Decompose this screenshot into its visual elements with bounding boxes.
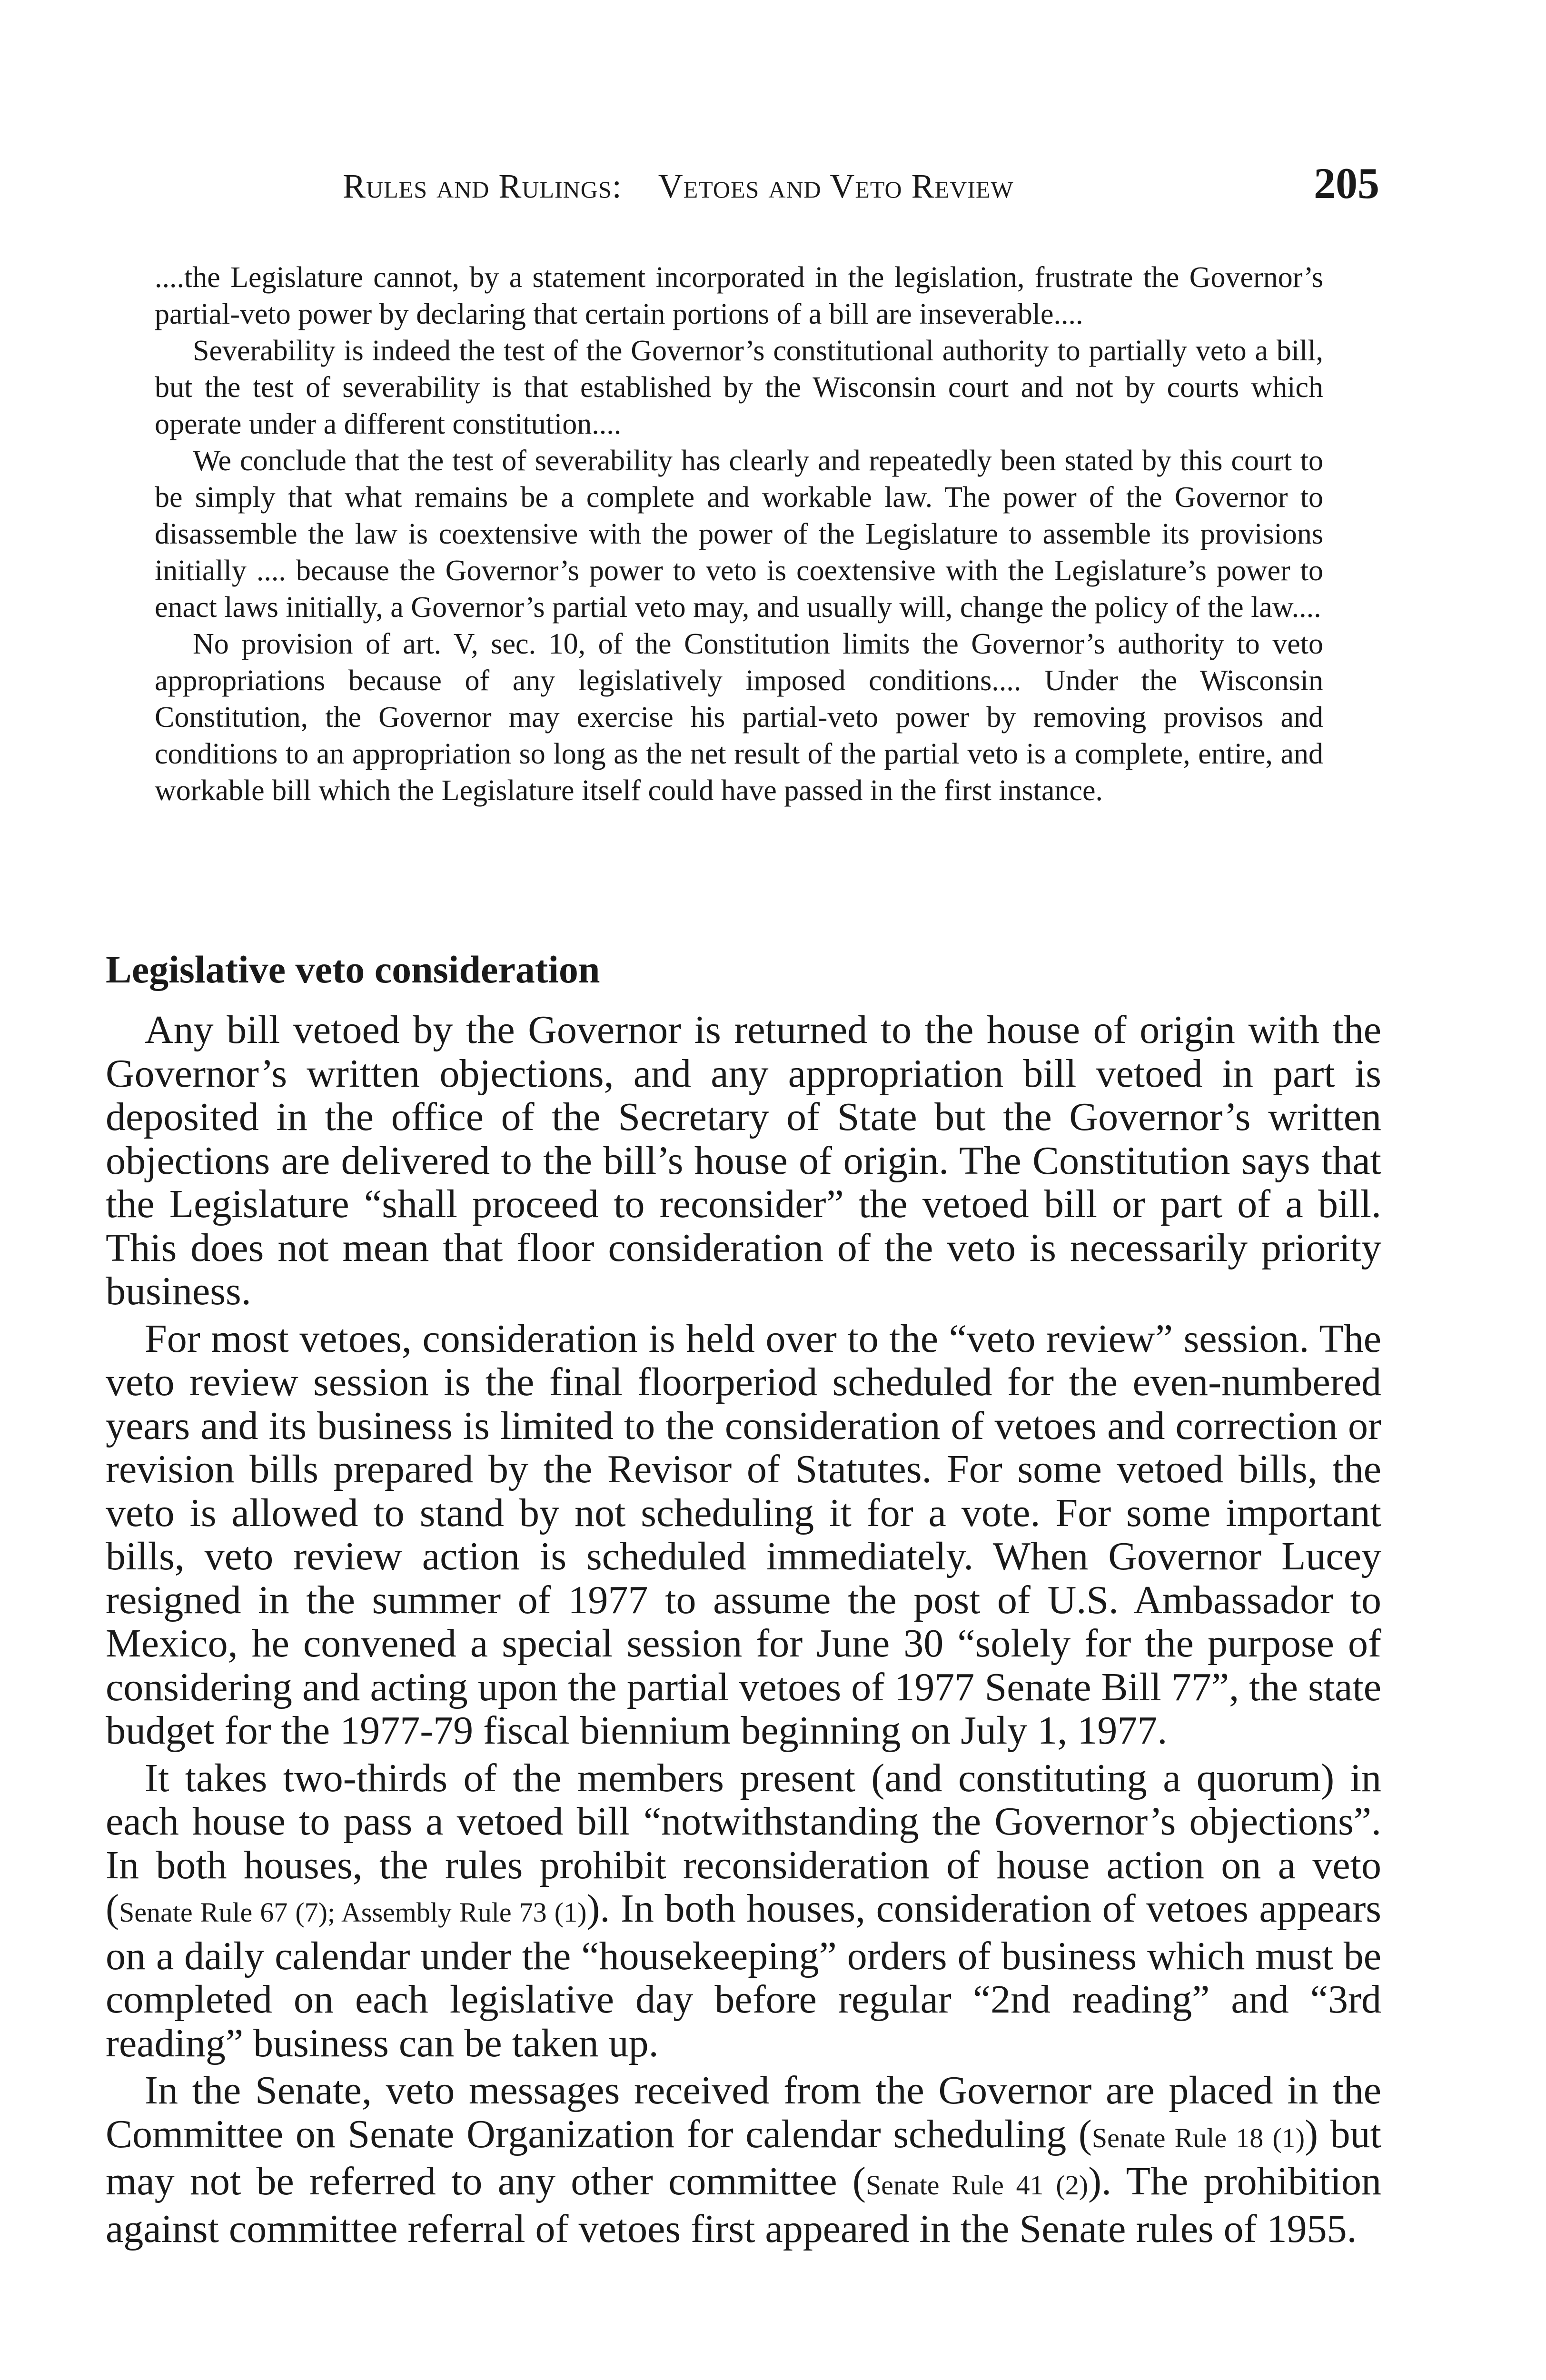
- rule-reference: Senate Rule 18 (1): [1091, 2122, 1305, 2153]
- section-body: [106, 1008, 1381, 2254]
- rule-reference: Senate Rule 41 (2): [865, 2170, 1089, 2201]
- rule-reference: Senate Rule 67 (7); Assembly Rule 73 (1): [119, 1897, 587, 1928]
- body-text-run: In the Senate, veto messages received from the Governor are placed in the Committee on Senate Organization for calendar scheduling (: [106, 2068, 1381, 2156]
- section-heading: Legislative veto consideration: [106, 948, 600, 991]
- page-number: 205: [1314, 159, 1379, 208]
- running-header: [343, 167, 1152, 206]
- body-text-run: It takes two-thirds of the members present (and constituting a quorum) in each house to pass a vetoed bill “notwithstanding the Governor’s objections”. In both houses, the rules prohibit reconsideration of house action on a veto (: [106, 1755, 1381, 1931]
- quote-paragraph: Severability is indeed the test of the Governor’s constitutional authority to partially veto a bill, but the test of severability is that established by the Wisconsin court and not by courts which operate under a different constitution....: [155, 335, 1323, 440]
- quote-paragraph: No provision of art. V, sec. 10, of the Constitution limits the Governor’s authority to veto appropriations because of any legislatively imposed conditions.... Under the Wisconsin Constitution, the Governor may exercise his partial-veto power by removing provisos and conditions to an appropriation so long as the net result of the partial veto is a complete, entire, and workable bill which the Legislature itself could have passed in the first instance.: [155, 628, 1323, 807]
- body-text-run: ). The prohibition against committee referral of vetoes first appeared in the Senate rules of 1955.: [106, 2159, 1381, 2251]
- body-paragraph: [106, 2069, 1381, 2251]
- body-text-run: ) but may not be referred to any other committee (: [106, 2112, 1382, 2203]
- body-text-run: ). In both houses, consideration of vetoes appears on a daily calendar under the “housekeeping” orders of business which must be completed on each legislative day before regular “2nd reading” and “3rd reading” business can be taken up.: [106, 1886, 1381, 2065]
- running-header-part1: Rules and Rulings:: [343, 167, 622, 205]
- quote-paragraph: We conclude that the test of severability has clearly and repeatedly been stated by this court to be simply that what remains be a complete and workable law. The power of the Governor to disassemble the law is coextensive with the power of the Legislature to assemble its provisions initially .... because the Governor’s power to veto is coextensive with the Legislature’s power to enact laws initially, a Governor’s partial veto may, and usually will, change the policy of the law....: [155, 445, 1323, 624]
- running-header-part2: Vetoes and Veto Review: [658, 167, 1014, 205]
- body-paragraph: Any bill vetoed by the Governor is returned to the house of origin with the Governor’s written objections, and any appropriation bill vetoed in part is deposited in the office of the Secretary of State but the Governor’s written objections are delivered to the bill’s house of origin. The Constitution says that the Legislature “shall proceed to reconsider” the vetoed bill or part of a bill. This does not mean that floor consideration of the veto is necessarily priority business.: [106, 1008, 1381, 1313]
- block-quote: [155, 259, 1323, 809]
- quote-paragraph: ....the Legislature cannot, by a statement incorporated in the legislation, frustrate the Governor’s partial-veto power by declaring that certain portions of a bill are inseverable....: [155, 261, 1323, 330]
- body-paragraph: For most vetoes, consideration is held over to the “veto review” session. The veto review session is the final floorperiod scheduled for the even-numbered years and its business is limited to the consideration of vetoes and correction or revision bills prepared by the Revisor of Statutes. For some vetoed bills, the veto is allowed to stand by not scheduling it for a vote. For some important bills, veto review action is scheduled immediately. When Governor Lucey resigned in the summer of 1977 to assume the post of U.S. Ambassador to Mexico, he convened a special session for June 30 “solely for the purpose of considering and acting upon the partial vetoes of 1977 Senate Bill 77”, the state budget for the 1977-79 fiscal biennium beginning on July 1, 1977.: [106, 1316, 1381, 1753]
- body-paragraph: [106, 1756, 1381, 2065]
